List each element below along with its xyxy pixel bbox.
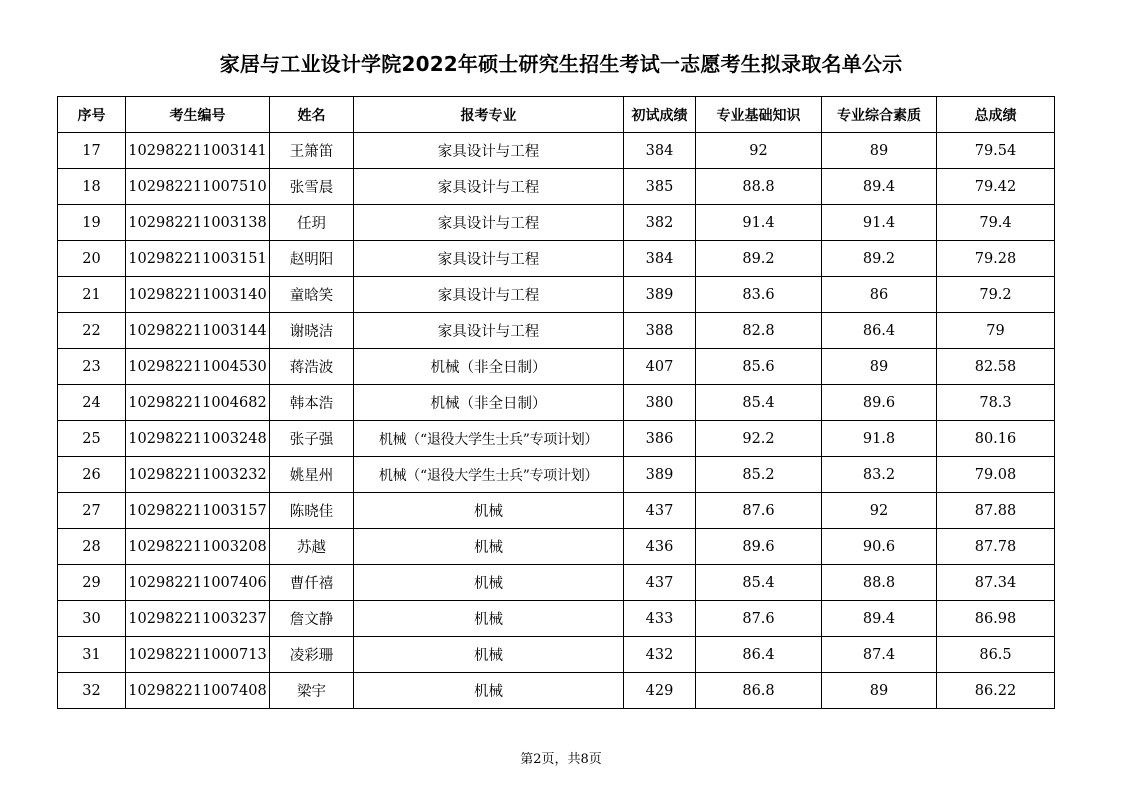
comprehensive-quality-cell: 89	[822, 673, 937, 709]
comprehensive-quality-cell: 89.2	[822, 241, 937, 277]
comprehensive-quality-cell: 83.2	[822, 457, 937, 493]
candidate-id-cell: 102982211003237	[126, 601, 270, 637]
serial-cell: 20	[58, 241, 126, 277]
header-name: 姓名	[270, 97, 354, 133]
header-serial: 序号	[58, 97, 126, 133]
preliminary-score-cell: 437	[624, 565, 696, 601]
table-header-row	[58, 97, 1055, 133]
basic-knowledge-cell: 89.6	[696, 529, 822, 565]
total-score-cell: 78.3	[937, 385, 1055, 421]
serial-cell: 32	[58, 673, 126, 709]
name-cell: 张子强	[270, 421, 354, 457]
serial-cell: 24	[58, 385, 126, 421]
comprehensive-quality-cell: 89.6	[822, 385, 937, 421]
serial-cell: 31	[58, 637, 126, 673]
header-basic-knowledge: 专业基础知识	[696, 97, 822, 133]
comprehensive-quality-cell: 90.6	[822, 529, 937, 565]
major-cell: 机械（非全日制）	[354, 385, 624, 421]
preliminary-score-cell: 384	[624, 133, 696, 169]
preliminary-score-cell: 429	[624, 673, 696, 709]
basic-knowledge-cell: 82.8	[696, 313, 822, 349]
preliminary-score-cell: 407	[624, 349, 696, 385]
serial-cell: 22	[58, 313, 126, 349]
candidate-id-cell: 102982211003140	[126, 277, 270, 313]
total-score-cell: 79.28	[937, 241, 1055, 277]
major-cell: 机械（非全日制）	[354, 349, 624, 385]
candidate-id-cell: 102982211003248	[126, 421, 270, 457]
serial-cell: 29	[58, 565, 126, 601]
table-row	[58, 277, 1055, 313]
header-comprehensive-quality: 专业综合素质	[822, 97, 937, 133]
preliminary-score-cell: 385	[624, 169, 696, 205]
table-row	[58, 133, 1055, 169]
major-cell: 机械	[354, 493, 624, 529]
table-row	[58, 313, 1055, 349]
name-cell: 蒋浩波	[270, 349, 354, 385]
name-cell: 陈晓佳	[270, 493, 354, 529]
table-row	[58, 241, 1055, 277]
header-total-score: 总成绩	[937, 97, 1055, 133]
comprehensive-quality-cell: 89.4	[822, 601, 937, 637]
candidate-id-cell: 102982211003138	[126, 205, 270, 241]
basic-knowledge-cell: 87.6	[696, 493, 822, 529]
total-score-cell: 87.88	[937, 493, 1055, 529]
table-row	[58, 637, 1055, 673]
name-cell: 苏越	[270, 529, 354, 565]
candidate-id-cell: 102982211003144	[126, 313, 270, 349]
admission-table	[57, 96, 1055, 709]
candidate-id-cell: 102982211007510	[126, 169, 270, 205]
header-candidate-id: 考生编号	[126, 97, 270, 133]
preliminary-score-cell: 437	[624, 493, 696, 529]
major-cell: 家具设计与工程	[354, 205, 624, 241]
serial-cell: 21	[58, 277, 126, 313]
basic-knowledge-cell: 83.6	[696, 277, 822, 313]
name-cell: 童晗笑	[270, 277, 354, 313]
comprehensive-quality-cell: 88.8	[822, 565, 937, 601]
comprehensive-quality-cell: 86	[822, 277, 937, 313]
preliminary-score-cell: 389	[624, 277, 696, 313]
comprehensive-quality-cell: 89	[822, 133, 937, 169]
basic-knowledge-cell: 85.6	[696, 349, 822, 385]
name-cell: 任玥	[270, 205, 354, 241]
name-cell: 曹仟禧	[270, 565, 354, 601]
table-row	[58, 565, 1055, 601]
basic-knowledge-cell: 85.2	[696, 457, 822, 493]
document-title: 家居与工业设计学院2022年硕士研究生招生考试一志愿考生拟录取名单公示	[219, 52, 903, 76]
serial-cell: 25	[58, 421, 126, 457]
major-cell: 机械	[354, 637, 624, 673]
major-cell: 家具设计与工程	[354, 169, 624, 205]
serial-cell: 28	[58, 529, 126, 565]
table-row	[58, 601, 1055, 637]
major-cell: 机械	[354, 673, 624, 709]
header-major: 报考专业	[354, 97, 624, 133]
major-cell: 家具设计与工程	[354, 241, 624, 277]
serial-cell: 23	[58, 349, 126, 385]
major-cell: 家具设计与工程	[354, 277, 624, 313]
total-score-cell: 82.58	[937, 349, 1055, 385]
comprehensive-quality-cell: 89.4	[822, 169, 937, 205]
table-row	[58, 385, 1055, 421]
page-number: 第2页，共8页	[520, 752, 602, 767]
name-cell: 梁宇	[270, 673, 354, 709]
comprehensive-quality-cell: 91.4	[822, 205, 937, 241]
table-row	[58, 457, 1055, 493]
basic-knowledge-cell: 92	[696, 133, 822, 169]
major-cell: 家具设计与工程	[354, 133, 624, 169]
table-row	[58, 421, 1055, 457]
major-cell: 家具设计与工程	[354, 313, 624, 349]
name-cell: 王箫笛	[270, 133, 354, 169]
total-score-cell: 79	[937, 313, 1055, 349]
name-cell: 姚星州	[270, 457, 354, 493]
basic-knowledge-cell: 91.4	[696, 205, 822, 241]
major-cell: 机械（“退役大学生士兵”专项计划）	[354, 457, 624, 493]
table-row	[58, 349, 1055, 385]
name-cell: 谢晓洁	[270, 313, 354, 349]
preliminary-score-cell: 432	[624, 637, 696, 673]
candidate-id-cell: 102982211003208	[126, 529, 270, 565]
comprehensive-quality-cell: 86.4	[822, 313, 937, 349]
basic-knowledge-cell: 85.4	[696, 385, 822, 421]
name-cell: 詹文静	[270, 601, 354, 637]
candidate-id-cell: 102982211000713	[126, 637, 270, 673]
basic-knowledge-cell: 88.8	[696, 169, 822, 205]
table-row	[58, 673, 1055, 709]
total-score-cell: 79.2	[937, 277, 1055, 313]
serial-cell: 19	[58, 205, 126, 241]
table-row	[58, 169, 1055, 205]
comprehensive-quality-cell: 92	[822, 493, 937, 529]
table-body	[58, 133, 1055, 709]
preliminary-score-cell: 388	[624, 313, 696, 349]
preliminary-score-cell: 386	[624, 421, 696, 457]
preliminary-score-cell: 384	[624, 241, 696, 277]
basic-knowledge-cell: 86.4	[696, 637, 822, 673]
comprehensive-quality-cell: 87.4	[822, 637, 937, 673]
candidate-id-cell: 102982211007406	[126, 565, 270, 601]
basic-knowledge-cell: 86.8	[696, 673, 822, 709]
serial-cell: 18	[58, 169, 126, 205]
basic-knowledge-cell: 85.4	[696, 565, 822, 601]
serial-cell: 27	[58, 493, 126, 529]
total-score-cell: 86.22	[937, 673, 1055, 709]
candidate-id-cell: 102982211007408	[126, 673, 270, 709]
candidate-id-cell: 102982211003157	[126, 493, 270, 529]
table-row	[58, 493, 1055, 529]
header-preliminary-score: 初试成绩	[624, 97, 696, 133]
preliminary-score-cell: 433	[624, 601, 696, 637]
serial-cell: 30	[58, 601, 126, 637]
major-cell: 机械	[354, 565, 624, 601]
preliminary-score-cell: 380	[624, 385, 696, 421]
total-score-cell: 86.5	[937, 637, 1055, 673]
table-row	[58, 205, 1055, 241]
basic-knowledge-cell: 87.6	[696, 601, 822, 637]
total-score-cell: 80.16	[937, 421, 1055, 457]
candidate-id-cell: 102982211003151	[126, 241, 270, 277]
total-score-cell: 87.34	[937, 565, 1055, 601]
candidate-id-cell: 102982211004682	[126, 385, 270, 421]
candidate-id-cell: 102982211003141	[126, 133, 270, 169]
total-score-cell: 79.08	[937, 457, 1055, 493]
name-cell: 张雪晨	[270, 169, 354, 205]
name-cell: 韩本浩	[270, 385, 354, 421]
total-score-cell: 86.98	[937, 601, 1055, 637]
preliminary-score-cell: 389	[624, 457, 696, 493]
candidate-id-cell: 102982211004530	[126, 349, 270, 385]
total-score-cell: 79.42	[937, 169, 1055, 205]
serial-cell: 26	[58, 457, 126, 493]
serial-cell: 17	[58, 133, 126, 169]
major-cell: 机械（“退役大学生士兵”专项计划）	[354, 421, 624, 457]
basic-knowledge-cell: 92.2	[696, 421, 822, 457]
comprehensive-quality-cell: 91.8	[822, 421, 937, 457]
preliminary-score-cell: 382	[624, 205, 696, 241]
basic-knowledge-cell: 89.2	[696, 241, 822, 277]
major-cell: 机械	[354, 601, 624, 637]
candidate-id-cell: 102982211003232	[126, 457, 270, 493]
name-cell: 赵明阳	[270, 241, 354, 277]
table-row	[58, 529, 1055, 565]
major-cell: 机械	[354, 529, 624, 565]
name-cell: 凌彩珊	[270, 637, 354, 673]
comprehensive-quality-cell: 89	[822, 349, 937, 385]
total-score-cell: 79.54	[937, 133, 1055, 169]
preliminary-score-cell: 436	[624, 529, 696, 565]
total-score-cell: 87.78	[937, 529, 1055, 565]
total-score-cell: 79.4	[937, 205, 1055, 241]
